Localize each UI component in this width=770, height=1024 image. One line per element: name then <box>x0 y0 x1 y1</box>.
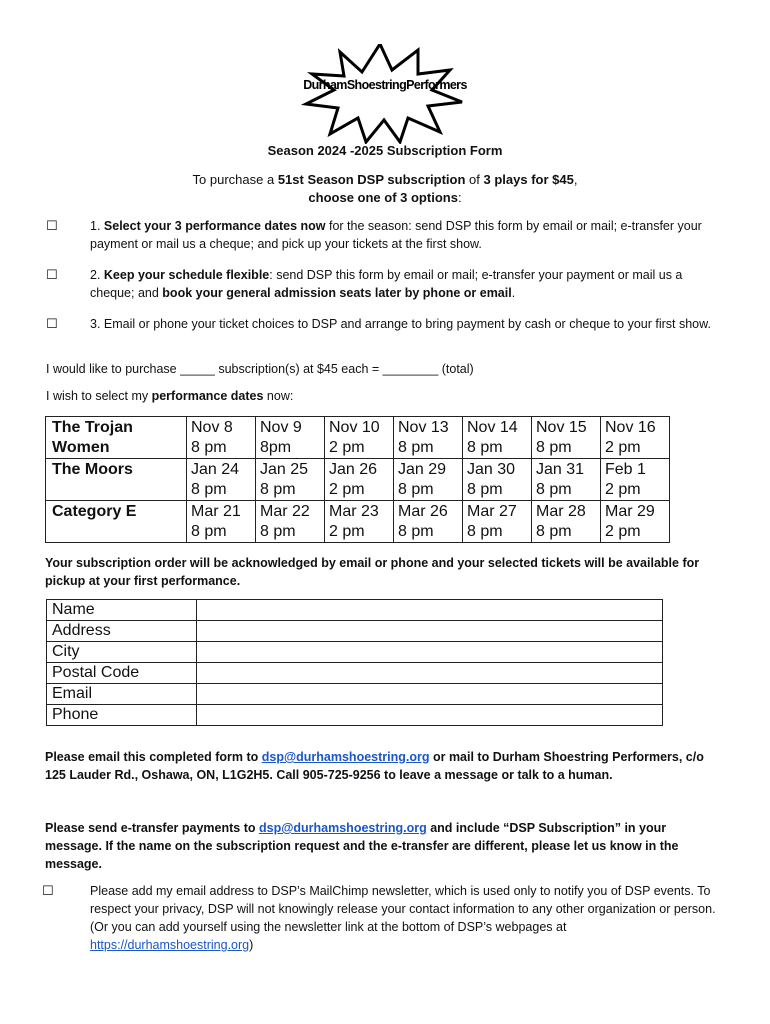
date-time: 8 pm <box>191 480 227 498</box>
date-day: Jan 29 <box>398 461 447 478</box>
date-time: 8 pm <box>536 522 572 540</box>
contact-row <box>47 642 663 663</box>
contact-row <box>47 684 663 705</box>
option-3-checkbox[interactable]: ☐ <box>46 316 58 331</box>
show-title: Category E <box>46 501 187 543</box>
date-cell[interactable] <box>532 501 601 543</box>
show-row <box>46 501 670 543</box>
contact-row <box>47 621 663 642</box>
date-cell[interactable] <box>187 417 256 459</box>
date-time: 8pm <box>260 438 292 456</box>
date-cell[interactable] <box>325 501 394 543</box>
date-time: 8 pm <box>467 522 503 540</box>
show-row <box>46 459 670 501</box>
contact-row <box>47 663 663 684</box>
date-time: 8 pm <box>191 438 227 456</box>
date-time: 2 pm <box>329 438 365 456</box>
date-day: Mar 28 <box>536 503 586 520</box>
date-time: 2 pm <box>605 480 641 498</box>
email-instructions: Please email this completed form to dsp@durhamshoestring.org or mail to Durham Shoestring Performers, c/o 125 Lauder Rd., Oshawa, ON, L1G2H5. Call 905-725-9256 to leave a message or talk to a human. <box>45 750 704 782</box>
date-day: Nov 9 <box>260 419 302 436</box>
date-day: Jan 30 <box>467 461 516 478</box>
option-2-checkbox[interactable]: ☐ <box>46 267 58 282</box>
date-day: Nov 14 <box>467 419 518 436</box>
select-dates-line: I wish to select my performance dates now: <box>46 389 294 403</box>
etransfer-instructions: Please send e-transfer payments to dsp@durhamshoestring.org and include “DSP Subscription” in your message. If the name on the subscription request and the e-transfer are different, please let us know in the message. <box>45 821 679 871</box>
page-title: Season 2024 -2025 Subscription Form <box>267 143 503 158</box>
date-day: Nov 8 <box>191 419 233 436</box>
date-time: 8 pm <box>260 522 296 540</box>
date-time: 8 pm <box>398 522 434 540</box>
date-cell[interactable] <box>256 501 325 543</box>
logo-text: DurhamShoestringPerformers <box>303 78 467 92</box>
date-day: Mar 26 <box>398 503 448 520</box>
date-time: 8 pm <box>467 438 503 456</box>
newsletter-checkbox[interactable]: ☐ <box>42 883 54 898</box>
contact-field-input[interactable] <box>197 684 663 705</box>
date-cell[interactable] <box>256 417 325 459</box>
date-cell[interactable] <box>601 417 670 459</box>
date-cell[interactable] <box>601 459 670 501</box>
date-cell[interactable] <box>187 501 256 543</box>
date-day: Mar 29 <box>605 503 655 520</box>
contact-row <box>47 705 663 726</box>
contact-field-label: Phone <box>47 705 197 726</box>
date-time: 2 pm <box>605 438 641 456</box>
date-day: Mar 23 <box>329 503 379 520</box>
contact-field-input[interactable] <box>197 642 663 663</box>
contact-field-label: Email <box>47 684 197 705</box>
show-row <box>46 417 670 459</box>
option-1-checkbox[interactable]: ☐ <box>46 218 58 233</box>
date-cell[interactable] <box>601 501 670 543</box>
date-time: 8 pm <box>191 522 227 540</box>
date-cell[interactable] <box>187 459 256 501</box>
performance-dates-table <box>45 416 670 543</box>
etransfer-email-link[interactable]: dsp@durhamshoestring.org <box>258 821 427 835</box>
contact-field-input[interactable] <box>197 705 663 726</box>
date-day: Mar 22 <box>260 503 310 520</box>
date-cell[interactable] <box>463 417 532 459</box>
date-day: Nov 10 <box>329 419 380 436</box>
purchase-line: I would like to purchase _____ subscription(s) at $45 each = ________ (total) <box>46 362 474 376</box>
contact-row <box>47 600 663 621</box>
date-time: 2 pm <box>329 480 365 498</box>
date-time: 2 pm <box>329 522 365 540</box>
show-title: The Moors <box>46 459 187 501</box>
date-day: Jan 31 <box>536 461 585 478</box>
intro-text: To purchase a 51st Season DSP subscription of 3 plays for $45, choose one of 3 options: <box>192 172 578 205</box>
contact-field-input[interactable] <box>197 600 663 621</box>
date-time: 8 pm <box>536 438 572 456</box>
date-day: Mar 21 <box>191 503 241 520</box>
starburst-logo-icon <box>300 44 470 144</box>
acknowledgement-text: Your subscription order will be acknowledged by email or phone and your selected tickets will be available for pickup at your first performance. <box>45 556 700 588</box>
date-cell[interactable] <box>325 417 394 459</box>
date-day: Mar 27 <box>467 503 517 520</box>
show-title: The Trojan Women <box>46 417 187 459</box>
date-time: 8 pm <box>467 480 503 498</box>
email-link[interactable]: dsp@durhamshoestring.org <box>261 750 430 764</box>
date-time: 8 pm <box>536 480 572 498</box>
date-day: Jan 25 <box>260 461 309 478</box>
date-day: Jan 24 <box>191 461 240 478</box>
date-time: 8 pm <box>398 480 434 498</box>
date-day: Nov 15 <box>536 419 587 436</box>
date-cell[interactable] <box>394 501 463 543</box>
date-day: Nov 13 <box>398 419 449 436</box>
date-time: 8 pm <box>260 480 296 498</box>
contact-field-input[interactable] <box>197 663 663 684</box>
date-cell[interactable] <box>325 459 394 501</box>
contact-field-label: City <box>47 642 197 663</box>
date-cell[interactable] <box>394 417 463 459</box>
contact-field-label: Name <box>47 600 197 621</box>
date-cell[interactable] <box>532 459 601 501</box>
date-cell[interactable] <box>394 459 463 501</box>
date-cell[interactable] <box>532 417 601 459</box>
date-time: 2 pm <box>605 522 641 540</box>
logo <box>300 44 470 144</box>
date-cell[interactable] <box>463 501 532 543</box>
contact-field-label: Address <box>47 621 197 642</box>
date-time: 8 pm <box>398 438 434 456</box>
date-cell[interactable] <box>256 459 325 501</box>
date-cell[interactable] <box>463 459 532 501</box>
contact-info-table <box>46 599 663 726</box>
contact-field-input[interactable] <box>197 621 663 642</box>
website-link[interactable]: https://durhamshoestring.org <box>90 938 250 952</box>
date-day: Feb 1 <box>605 461 646 478</box>
date-day: Jan 26 <box>329 461 378 478</box>
contact-field-label: Postal Code <box>47 663 197 684</box>
date-day: Nov 16 <box>605 419 656 436</box>
